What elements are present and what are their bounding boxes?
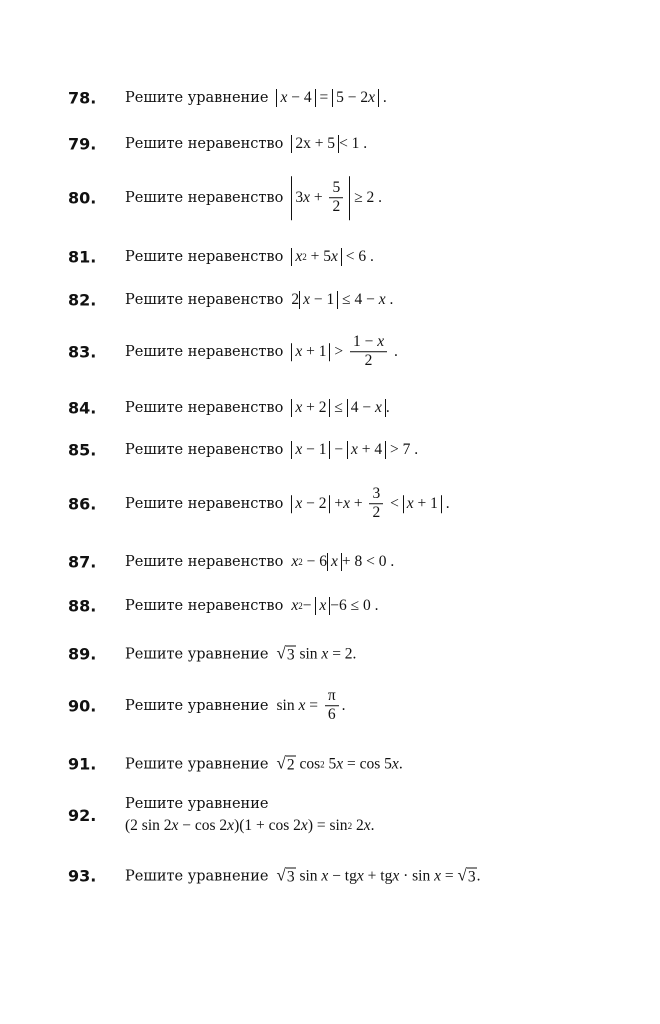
problem-number: 83.	[68, 342, 97, 362]
problem-number: 91.	[68, 754, 97, 774]
problem-number: 85.	[68, 440, 97, 460]
inequality: x + 1 > $\frac{1 - x}{2}$ .	[291, 334, 398, 370]
problem-prompt: Решите уравнение	[125, 756, 269, 772]
problem-number: 79.	[68, 134, 97, 154]
inequality: x 2 − x −6 ≤ 0 .	[291, 597, 379, 614]
equation: √ 2 cos 2 5 x = cos 5 x .	[276, 753, 403, 774]
problem-number: 90.	[68, 696, 97, 716]
equation: √ 3 sin x = 2.	[276, 643, 357, 664]
problem-number: 87.	[68, 552, 97, 572]
problem-92	[0, 796, 660, 846]
problem-prompt: Решите неравенство	[125, 554, 284, 570]
problem-79	[0, 124, 660, 164]
problem-number: 78.	[68, 88, 97, 108]
problem-number: 82.	[68, 290, 97, 310]
problem-prompt: Решите уравнение	[125, 646, 269, 662]
problem-number: 80.	[68, 188, 97, 208]
equation: (2 sin 2 x − cos 2 x )(1 + cos 2 x ) = sin 2 2 x .	[125, 817, 375, 834]
problem-86	[0, 484, 660, 524]
problem-prompt: Решите неравенство	[125, 400, 284, 416]
problem-number: 86.	[68, 494, 97, 514]
inequality: x + 2 ≤ 4 − x .	[291, 399, 389, 417]
inequality: 2x + 5 < 1 .	[291, 135, 367, 153]
inequality: x 2 + 5 x < 6 .	[291, 248, 374, 266]
problem-prompt: Решите неравенство	[125, 292, 284, 308]
problem-88	[0, 586, 660, 626]
problem-prompt: Решите неравенство	[125, 249, 284, 265]
inequality: 2 x − 1 ≤ 4 − x .	[291, 291, 394, 308]
problem-80	[0, 178, 660, 218]
problem-number: 84.	[68, 398, 97, 418]
problem-number: 92.	[68, 806, 97, 825]
problem-82	[0, 280, 660, 320]
problem-prompt: Решите неравенство	[125, 136, 284, 152]
problem-prompt: Решите неравенство	[125, 598, 284, 614]
problem-89	[0, 634, 660, 674]
equation: sin x = $\frac{\pi}{6}$ .	[276, 687, 346, 724]
problem-90	[0, 686, 660, 726]
problem-prompt: Решите неравенство	[125, 344, 284, 360]
equation: x − 4 = 5 − 2 x .	[276, 89, 386, 107]
inequality: x − 1 − x + 4 > 7 .	[291, 441, 418, 459]
problem-87	[0, 542, 660, 582]
problem-prompt: Решите уравнение	[125, 868, 269, 884]
problem-83	[0, 332, 660, 372]
equation: √ 3 sin x − tg x + tg x · sin x = √ 3 .	[276, 865, 481, 886]
problem-number: 93.	[68, 866, 97, 886]
problem-85	[0, 430, 660, 470]
problem-prompt: Решите уравнение	[125, 698, 269, 714]
problem-prompt: Решите неравенство	[125, 442, 284, 458]
problem-number: 81.	[68, 247, 97, 267]
problem-prompt: Решите уравнение	[125, 90, 269, 106]
problem-number: 88.	[68, 596, 97, 616]
problem-93	[0, 856, 660, 896]
inequality: x − 2 + x + $\frac{3}{2}$ < x + 1 .	[291, 486, 449, 522]
inequality: x 2 − 6 x + 8 < 0 .	[291, 553, 395, 570]
problem-number: 89.	[68, 644, 97, 664]
problem-prompt: Решите неравенство	[125, 190, 284, 206]
problem-prompt: Решите неравенство	[125, 496, 284, 512]
problem-84	[0, 388, 660, 428]
problem-78	[0, 78, 660, 118]
inequality: 3 x + $\frac{5}{2}$ ≥ 2 .	[291, 176, 382, 220]
problem-81	[0, 237, 660, 277]
problem-91	[0, 744, 660, 784]
problem-prompt: Решите уравнение	[125, 796, 269, 812]
